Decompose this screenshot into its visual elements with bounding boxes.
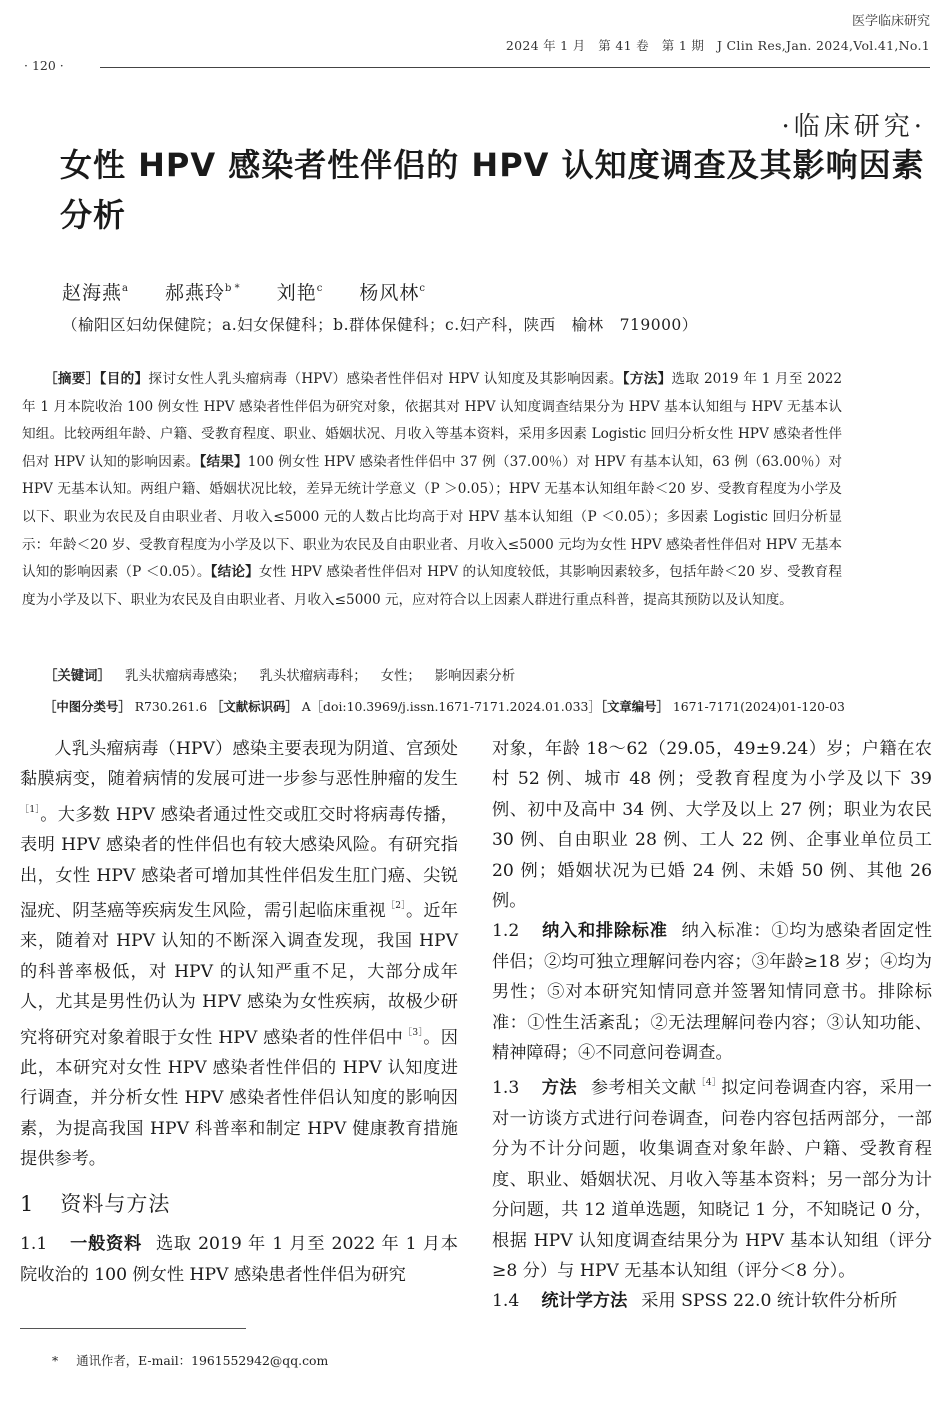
results-text: 100 例女性 HPV 感染者性伴侣中 37 例（37.00％）对 HPV 有基本认知，63 例（63.00％）对 HPV 无基本认知。两组户籍、婚姻状况比较，差异无统计学意义（P ＞0.05）；HPV 无基本认知组年龄＜20 岁、受教育程度为小学及以下、职业为农民及自由职业者、月收入≤5000 元的人数占比均高于对 HPV 基本认知组（P ＜0.05）；多因素 Logistic 回归分析显示：年龄＜20 岁、受教育程度为小学及以下、职业为农民及自由职业者、月收入≤5000 元均为女性 HPV 感染者性伴侣对 HPV 无基本认知的影响因素（P ＜0.05）。 bbox=[22, 453, 842, 581]
doc-code: A［doi:10.3969/j.issn.1671-7171.2024.01.033］ bbox=[301, 699, 601, 714]
footnote-rule bbox=[20, 1328, 246, 1329]
column-tag: ·临床研究· bbox=[781, 112, 926, 142]
objective-label: 【目的】 bbox=[99, 371, 149, 387]
methods-text: 选取 2019 年 1 月至 2022 年 1 月本院收治 100 例女性 HPV 感染者性伴侣为研究对象，依据其对 HPV 认知度调查结果分为 HPV 基本认知组与 HPV 无基本认知组。比较两组年龄、户籍、受教育程度、职业、婚姻状况、月收入等基本资料，采用多因素 Logistic 回归分析女性 HPV 感染者性伴侣对 HPV 认知的影响因素。 bbox=[22, 371, 843, 470]
abstract-label: ［摘要］ bbox=[44, 371, 100, 387]
keyword: 乳头状瘤病毒感染； bbox=[124, 669, 246, 684]
author: 赵海燕$^a$ bbox=[62, 282, 128, 304]
keyword: 乳头状瘤病毒科； bbox=[259, 669, 367, 684]
article-title: 女性 HPV 感染者性伴侣的 HPV 认知度调查及其影响因素分析 bbox=[60, 146, 925, 234]
subsection-1-4: 1.4 统计学方法 采用 SPSS 22.0 统计软件分析所 bbox=[492, 1291, 898, 1312]
citation: ［3］ bbox=[403, 1027, 424, 1038]
objective-text: 探讨女性人乳头瘤病毒（HPV）感染者性伴侣对 HPV 认知度及其影响因素。 bbox=[148, 371, 623, 387]
clc-code: R730.261.6 bbox=[134, 699, 208, 714]
abstract bbox=[22, 366, 842, 614]
conclusion-text: 女性 HPV 感染者性伴侣对 HPV 的认知度较低，其影响因素较多，包括年龄＜20 岁、受教育程度为小学及以下、职业为农民及自由职业者、月收入≤5000 元，应对符合以上因素人群进行重点科普，提高其预防以及认知度。 bbox=[22, 564, 842, 608]
methods-label: 【方法】 bbox=[622, 371, 672, 387]
affiliation: （榆阳区妇幼保健院；a.妇女保健科；b.群体保健科；c.妇产科，陕西 榆林 719000） bbox=[62, 316, 698, 334]
author: 刘艳$^c$ bbox=[276, 282, 323, 304]
section-heading: 1 资料与方法 bbox=[20, 1191, 171, 1216]
header-rule bbox=[100, 67, 930, 68]
keyword: 影响因素分析 bbox=[434, 669, 516, 684]
author: 杨风林$^c$ bbox=[359, 282, 425, 304]
subsection-1-2: 1.2 纳入和排除标准 纳入标准：①均为感染者固定性伴侣；②均可独立理解问卷内容；③年龄≥18 岁；④均为男性；⑤对本研究知情同意并签署知情同意书。排除标准：①性生活紊乱；②无法理解问卷内容；③认知功能、精神障碍；④不同意问卷调查。 bbox=[492, 921, 932, 1064]
citation: ［2］ bbox=[385, 901, 406, 912]
corresponding-author-email: 通讯作者，E-mail：1961552942@qq.com bbox=[76, 1353, 329, 1368]
author: 郝燕玲$^{b *}$ bbox=[165, 282, 240, 304]
issue-info: 2024 年 1 月 第 41 卷 第 1 期 J Clin Res,Jan. 2024,Vol.41,No.1 bbox=[505, 38, 930, 53]
page-number: · 120 · bbox=[24, 58, 64, 73]
subsection-1-1: 1.1 一般资料 选取 2019 年 1 月至 2022 年 1 月本院收治的 100 例女性 HPV 感染患者性伴侣为研究 bbox=[20, 1234, 458, 1285]
subsection-1-1-cont: 对象，年龄 18～62（29.05，49±9.24）岁；户籍在农村 52 例、城市 48 例；受教育程度为小学及以下 39 例、初中及高中 34 例、大学及以上 27 例；职业为农民 30 例、自由职业 28 例、工人 22 例、企事业单位员工 20 例；婚姻状况为已婚 24 例、未婚 50 例、其他 26 例。 bbox=[492, 739, 932, 912]
results-label: 【结果】 bbox=[199, 453, 248, 470]
citation: ［1］ bbox=[20, 804, 41, 815]
classification-line: ［中图分类号］ R730.261.6 ［文献标识码］ A［doi:10.3969/j.issn.1671-7171.2024.01.033］［文章编号］ 1671-7171(2024)01-120-03 bbox=[44, 699, 845, 714]
journal-name: 医学临床研究 bbox=[851, 14, 930, 29]
keywords bbox=[44, 665, 529, 684]
body-right-column bbox=[492, 734, 932, 1317]
citation: ［4］ bbox=[696, 1078, 722, 1089]
keywords-label: ［关键词］ bbox=[44, 669, 111, 684]
intro-paragraph: 人乳头瘤病毒（HPV）感染主要表现为阴道、宫颈处黏膜病变，随着病情的发展可进一步参与恶性肿瘤的发生$^{[1]}$。大多数 HPV 感染者通过性交或肛交时将病毒传播，表明 HPV 感染者的性伴侣也有较大感染风险。有研究指出，女性 HPV 感染者可增加其性伴侣发生肛门癌、尖锐湿疣、阴茎癌等疾病发生风险，需引起临床重视$^{[2]}$。近年来，随着对 HPV 认知的不断深入调查发现，我国 HPV 的科普率极低，对 HPV 的认知严重不足，大部分成年人，尤其是男性仍认为 HPV 感染为女性疾病，故极少研究将研究对象着眼于女性 HPV 感染者的性伴侣中$^{[3]}$。因此，本研究对女性 HPV 感染者性伴侣的 HPV 认知度进行调查，并分析女性 HPV 感染者性伴侣认知度的影响因素，为提高我国 HPV 科普率和制定 HPV 健康教育措施提供参考。 bbox=[20, 739, 458, 1170]
subsection-1-3: 1.3 方法 参考相关文献$^{[4]}$拟定问卷调查内容，采用一对一访谈方式进行问卷调查，问卷内容包括两部分，一部分为不计分问题，收集调查对象年龄、户籍、受教育程度、职业、婚姻状况、月收入等基本资料；另一部分为计分问题，共 12 道单选题，知晓记 1 分，不知晓记 0 分，根据 HPV 认知度调查结果分为 HPV 基本认知组（评分≥8 分）与 HPV 无基本认知组（评分＜8 分）。 bbox=[492, 1078, 932, 1281]
footnote: * 通讯作者，E-mail：1961552942@qq.com bbox=[52, 1353, 329, 1368]
article-number: 1671-7171(2024)01-120-03 bbox=[672, 699, 845, 714]
keyword: 女性； bbox=[380, 669, 421, 684]
author-list bbox=[62, 278, 455, 305]
body-left-column bbox=[20, 734, 458, 1290]
conclusion-label: 【结论】 bbox=[210, 564, 259, 581]
